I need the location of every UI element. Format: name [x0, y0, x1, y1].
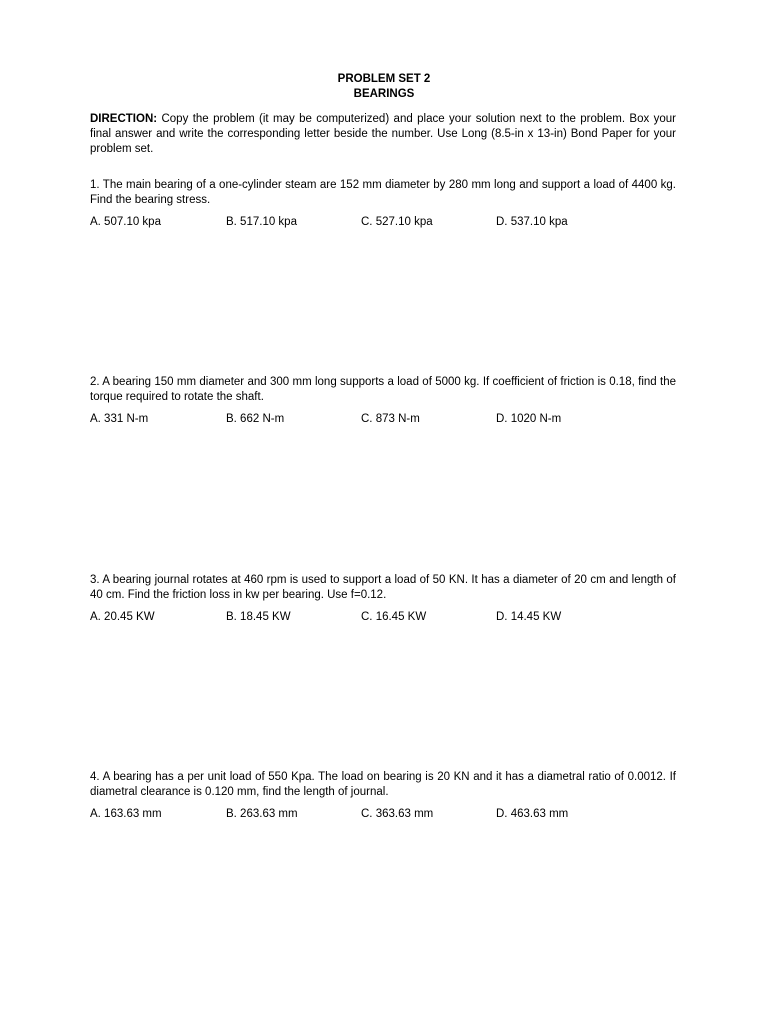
page-subtitle: BEARINGS [353, 88, 415, 100]
problem-question: 1. The main bearing of a one-cylinder steam are 152 mm diameter by 280 mm long and support a load of 4400 kg. Find the bearing stress. [90, 179, 676, 206]
choice-c: C. 527.10 kpa [361, 216, 433, 228]
problem-question: 3. A bearing journal rotates at 460 rpm is used to support a load of 50 KN. It has a diameter of 20 cm and length of 40 cm. Find the friction loss in kw per bearing. Use f=0.12. [90, 574, 676, 601]
problem-4 [90, 770, 676, 824]
problem-question: 2. A bearing 150 mm diameter and 300 mm long supports a load of 5000 kg. If coefficient of friction is 0.18, find the torque required to rotate the shaft. [90, 376, 676, 403]
choice-b: B. 517.10 kpa [226, 216, 297, 228]
answer-choices [90, 216, 676, 232]
answer-choices [90, 413, 676, 429]
choice-c: C. 16.45 KW [361, 611, 427, 623]
choice-b: B. 18.45 KW [226, 611, 291, 623]
choice-d: D. 537.10 kpa [496, 216, 568, 228]
choice-d: D. 14.45 KW [496, 611, 562, 623]
choice-b: B. 263.63 mm [226, 808, 298, 820]
problem-question: 4. A bearing has a per unit load of 550 Kpa. The load on bearing is 20 KN and it has a diametral ratio of 0.0012. If diametral clearance is 0.120 mm, find the length of journal. [90, 771, 676, 798]
choice-a: A. 507.10 kpa [90, 216, 161, 228]
answer-choices [90, 808, 676, 824]
choice-a: A. 331 N-m [90, 413, 149, 425]
direction-text: Copy the problem (it may be computerized) and place your solution next to the problem. Box your final answer and write the corresponding letter beside the number. Use Long (8.5-in x 13-in) Bond Paper for your problem set. [90, 113, 676, 155]
choice-a: A. 163.63 mm [90, 808, 162, 820]
choice-d: D. 1020 N-m [496, 413, 562, 425]
answer-choices [90, 611, 676, 627]
direction-label: DIRECTION: [90, 113, 158, 125]
direction-paragraph [90, 112, 676, 157]
choice-b: B. 662 N-m [226, 413, 285, 425]
problem-3 [90, 573, 676, 627]
page-title: PROBLEM SET 2 [337, 73, 431, 85]
problem-2 [90, 375, 676, 429]
choice-d: D. 463.63 mm [496, 808, 569, 820]
choice-c: C. 363.63 mm [361, 808, 434, 820]
problem-1 [90, 178, 676, 232]
choice-a: A. 20.45 KW [90, 611, 155, 623]
choice-c: C. 873 N-m [361, 413, 420, 425]
